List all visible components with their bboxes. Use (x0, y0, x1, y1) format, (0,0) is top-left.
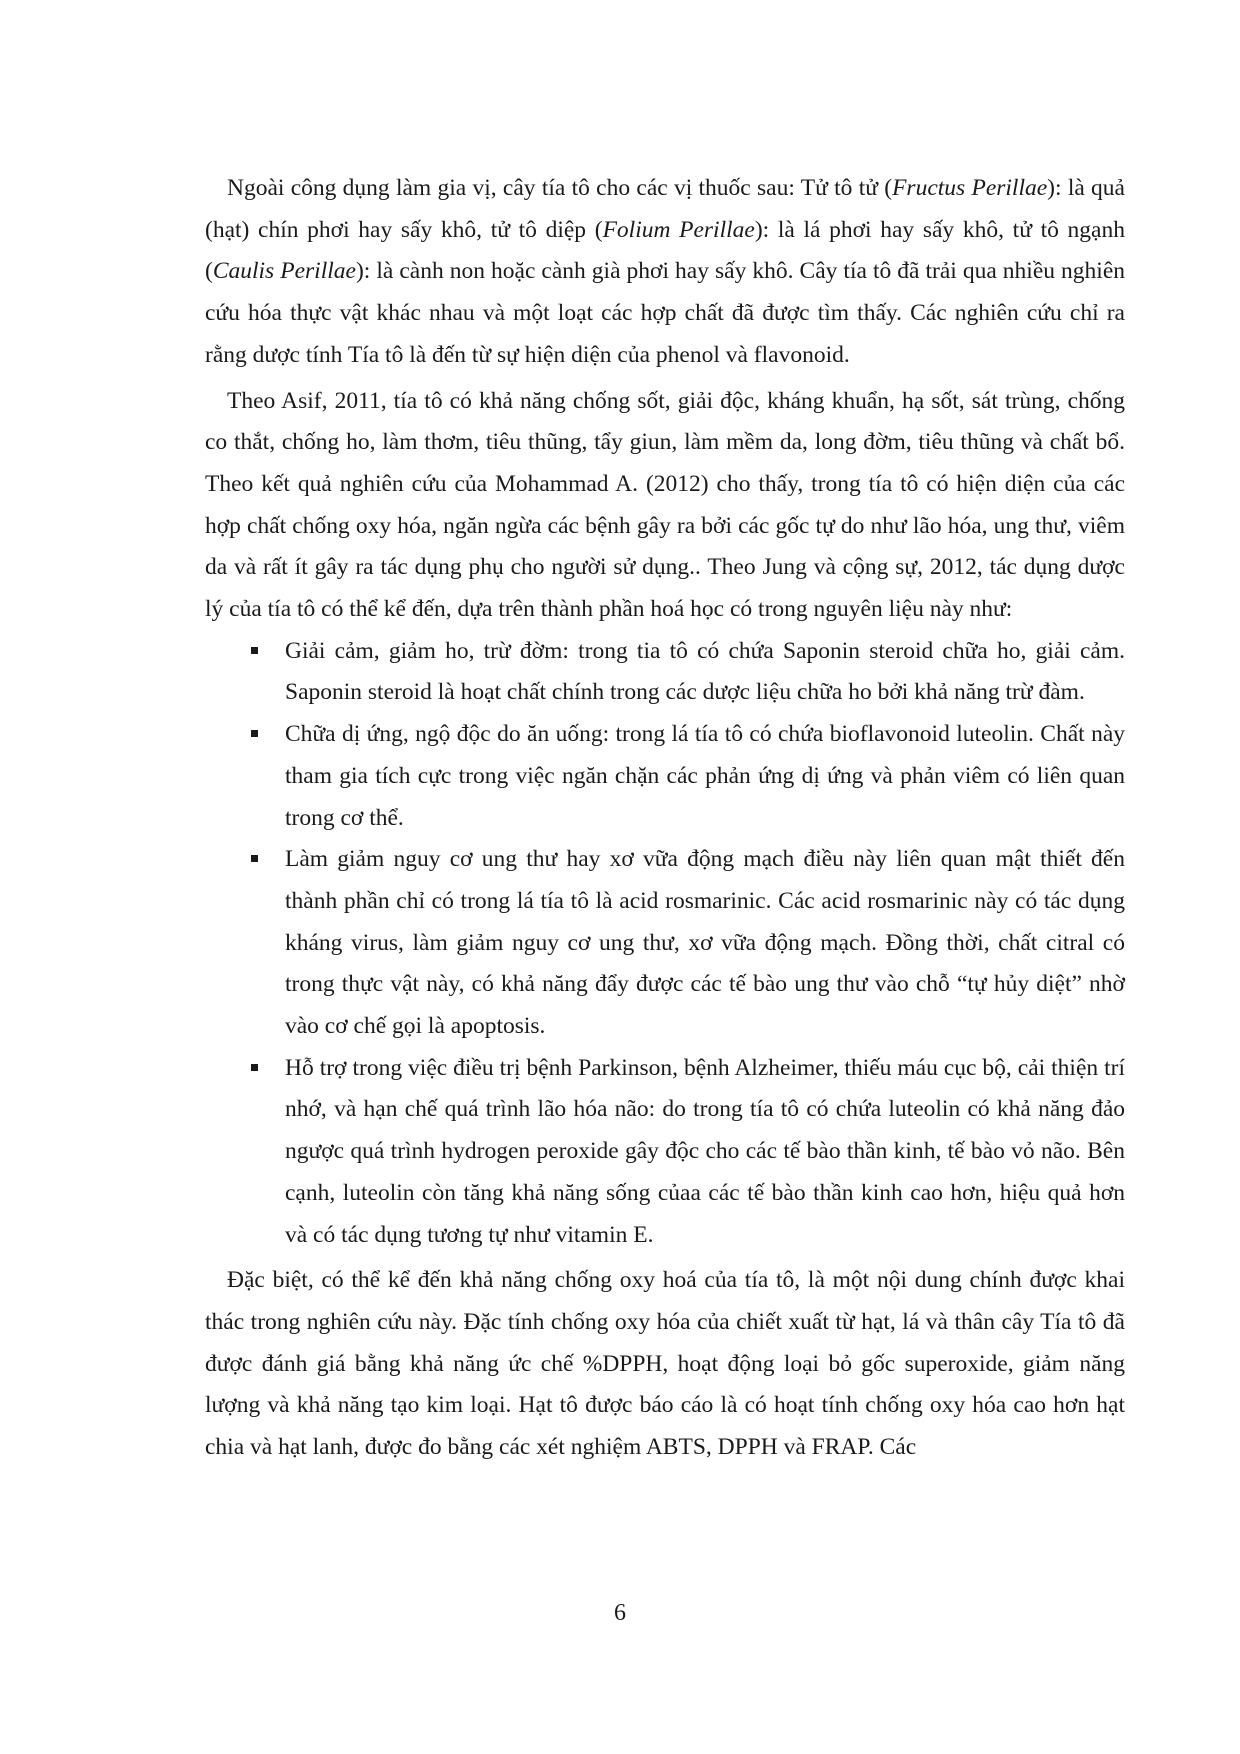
bullet-text-2: Chữa dị ứng, ngộ độc do ăn uống: trong lá tía tô có chứa bioflavonoid luteolin. Chất này tham gia tích cực trong việc ngăn chặn các phản ứng dị ứng và phản viêm có liên quan trong cơ thể. (285, 721, 1125, 831)
paragraph-1-text-3: ): là lá phơi hay sấy khô, tử tô ngạnh ( (205, 216, 1125, 285)
bullet-square-icon (249, 631, 259, 673)
bullet-item-4 (205, 1048, 1125, 1257)
paragraph-2: Theo Asif, 2011, tía tô có khả năng chống sốt, giải độc, kháng khuẩn, hạ sốt, sát trùng, chống co thắt, chống ho, làm thơm, tiêu thũng, tẩy giun, làm mềm da, long đờm, tiêu thũng và chất bổ. Theo kết quả nghiên cứu của Mohammad A. (2012) cho thấy, trong tía tô có hiện diện của các hợp chất chống oxy hóa, ngăn ngừa các bệnh gây ra bởi các gốc tự do như lão hóa, ung thư, viêm da và rất ít gây ra tác dụng phụ cho người sử dụng.. Theo Jung và cộng sự, 2012, tác dụng dược lý của tía tô có thể kể đến, dựa trên thành phần hoá học có trong nguyên liệu này như: (205, 387, 1125, 623)
paragraph-1-text-4: ): là cành non hoặc cành già phơi hay sấy khô. Cây tía tô đã trải qua nhiều nghiên cứu hóa thực vật khác nhau và một loạt các hợp chất đã được tìm thấy. Các nghiên cứu chỉ ra rằng dược tính Tía tô là đến từ sự hiện diện của phenol và flavonoid. (205, 258, 1125, 368)
bullet-list (205, 631, 1125, 1257)
paragraph-1-text-1: Ngoài công dụng làm gia vị, cây tía tô cho các vị thuốc sau: Tử tô tử ( (227, 175, 893, 201)
paragraph-1-italic-caulis: Caulis Perillae (212, 258, 356, 285)
bullet-item-3 (205, 839, 1125, 1048)
bullet-text-3: Làm giảm nguy cơ ung thư hay xơ vữa động mạch điều này liên quan mật thiết đến thành phần chỉ có trong lá tía tô là acid rosmarinic. Các acid rosmarinic này có tác dụng kháng virus, làm giảm nguy cơ ung thư, xơ vữa động mạch. Đồng thời, chất citral có trong thực vật này, có khả năng đẩy được các tế bào ung thư vào chỗ “tự hủy diệt” nhờ vào cơ chế gọi là apoptosis. (285, 846, 1125, 1040)
bullet-square-icon (249, 714, 259, 756)
bullet-item-2 (205, 714, 1125, 839)
bullet-square-icon (249, 839, 259, 881)
bullet-item-1 (205, 631, 1125, 714)
paragraph-1-italic-folium: Folium Perillae (602, 216, 755, 243)
page-number: 6 (614, 1600, 626, 1626)
bullet-square-icon (249, 1048, 259, 1090)
paragraph-1-italic-fructus: Fructus Perillae (892, 175, 1048, 201)
paragraph-1 (205, 168, 1125, 377)
bullet-text-4: Hỗ trợ trong việc điều trị bệnh Parkinson, bệnh Alzheimer, thiếu máu cục bộ, cải thiện trí nhớ, và hạn chế quá trình lão hóa não: do trong tía tô có chứa luteolin có khả năng đảo ngược quá trình hydrogen peroxide gây độc cho các tế bào thần kinh, tế bào vỏ não. Bên cạnh, luteolin còn tăng khả năng sống củaa các tế bào thần kinh cao hơn, hiệu quả hơn và có tác dụng tương tự như vitamin E. (285, 1054, 1125, 1248)
body-text (205, 168, 1125, 1469)
paragraph-3: Đặc biệt, có thể kể đến khả năng chống oxy hoá của tía tô, là một nội dung chính được khai thác trong nghiên cứu này. Đặc tính chống oxy hóa của chiết xuất từ hạt, lá và thân cây Tía tô đã được đánh giá bằng khả năng ức chế %DPPH, hoạt động loại bỏ gốc superoxide, giảm năng lượng và khả năng tạo kim loại. Hạt tô được báo cáo là có hoạt tính chống oxy hóa cao hơn hạt chia và hạt lanh, được đo bằng các xét nghiệm ABTS, DPPH và FRAP. Các (205, 1267, 1125, 1461)
paragraph-1-text-2: ): là quả (hạt) chín phơi hay sấy khô, tử tô diệp ( (205, 175, 1125, 243)
bullet-text-1: Giải cảm, giảm ho, trừ đờm: trong tia tô có chứa Saponin steroid chữa ho, giải cảm. Saponin steroid là hoạt chất chính trong các dược liệu chữa ho bởi khả năng trừ đàm. (285, 637, 1125, 706)
